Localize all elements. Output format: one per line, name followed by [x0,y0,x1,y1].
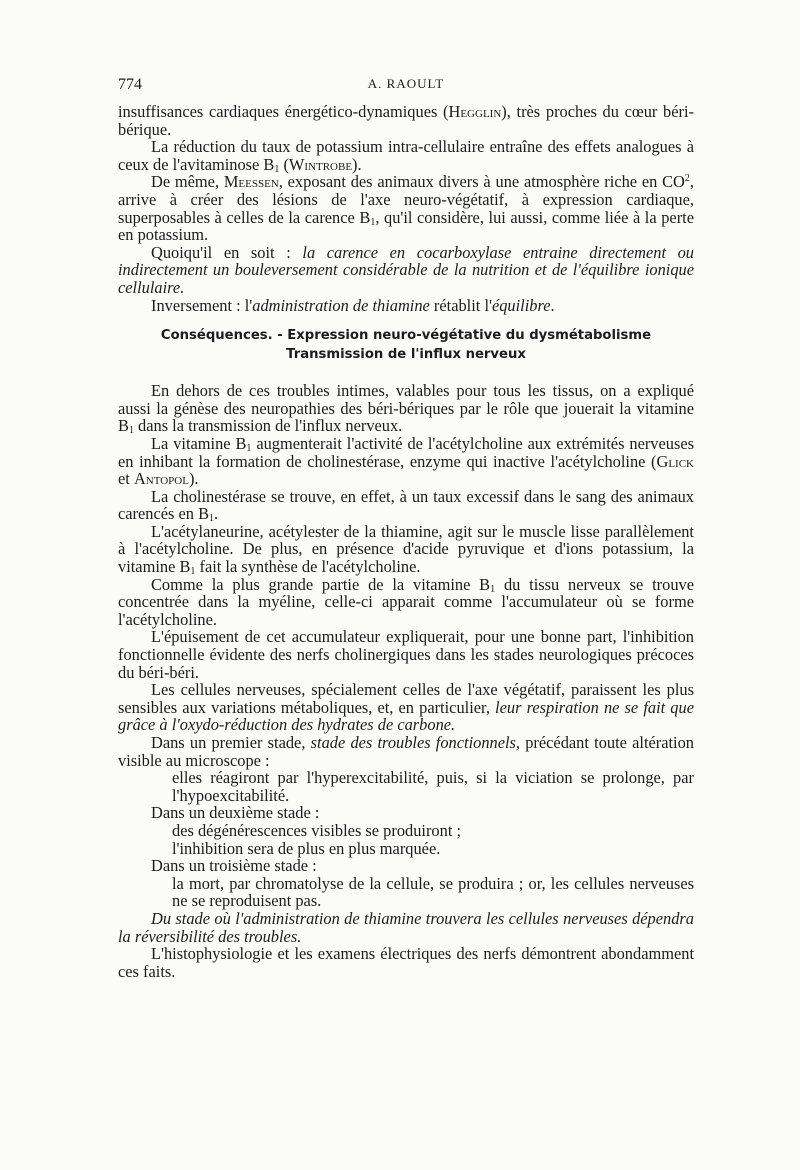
paragraph: La cholinestérase se trouve, en effet, à un taux excessif dans le sang des animaux carencés en $B_1$. [118,486,694,525]
paragraph: L'histophysiologie et les examens électriques des nerfs démontrent abondamment ces faits. [118,944,694,981]
paragraph: Les cellules nerveuses, spécialement celles de l'axe végétatif, paraissent les plus sensibles aux variations métaboliques, et, en particulier, leur respiration ne se fait que grâce à l'oxydo-réduction des hydrates de carbone. [118,680,694,735]
paragraph: La réduction du taux de potassium intra-cellulaire entraîne des effets analogues à ceux de l'avitaminose $B_1$ (Wintrobe). [118,137,694,175]
stage-heading: Dans un troisième stade : [151,856,317,876]
paragraph: En dehors de ces troubles intimes, valables pour tous les tissus, on a expliqué aussi la génèse des neuropathies des béri-bériques par le rôle que jouerait la vitamine $B_1$ dans la transmission de l'influx nerveux. [118,381,694,437]
paragraph: La vitamine $B_1$ augmenterait l'activité de l'acétylcholine aux extrémités nerveuses en inhibant la formation de cholinestérase, enzyme qui inactive l'acétylcholine (Glick et Antopol). [118,433,694,489]
paragraph: insuffisances cardiaques énergético-dynamiques (Hegglin), très proches du cœur béri-bérique. [118,102,694,139]
paragraph: Dans un premier stade, stade des troubles fonctionnels, précédant toute altération visible au microscope : [118,733,694,770]
author-name: Wintrobe [288,154,353,174]
author-name: Antopol [133,469,189,489]
author-name: Hegglin [448,102,502,121]
paragraph: Du stade où l'administration de thiamine trouvera les cellules nerveuses dépendra la réversibilité des troubles. [118,908,694,946]
section-subheading: Transmission de l'influx nerveux [286,347,526,363]
paragraph: De même, Meessen, exposant des animaux divers à une atmosphère riche en $CO^2$, arrive à créer des lésions de l'axe neuro-végétatif, à expression cardiaque, superposables à celles de la carence $B_1$, qu'il considère, lui aussi, comme liée à la perte en potassium. [118,172,694,245]
page-header [118,76,694,98]
stage-detail: l'inhibition sera de plus en plus marquée. [172,838,441,858]
emphasis: la carence en cocarboxylase entraine directement ou indirectement un bouleversement considérable de la nutrition et de l'équilibre ionique cellulaire. [118,242,694,297]
page-number: 774 [118,76,142,93]
author-name: Glick [656,451,694,471]
stage-detail: la mort, par chromatolyse de la cellule, se produira ; or, les cellules nerveuses ne se reproduisent pas. [172,873,694,911]
paragraph: Quoiqu'il en soit : la carence en cocarboxylase entraine directement ou indirectement un bouleversement considérable de la nutrition et de l'équilibre ionique cellulaire. [118,242,694,297]
paragraph: Comme la plus grande partie de la vitamine $B_1$ du tissu nerveux se trouve concentrée dans la myéline, celle-ci apparait comme l'accumulateur où se forme l'acétylcholine. [118,574,694,629]
running-head: A. RAOULT [367,76,445,91]
stage-detail: elles réagiront par l'hyperexcitabilité, puis, si la viciation se prolonge, par l'hypoexcitabilité. [172,768,694,805]
paragraph: L'acétylaneurine, acétylester de la thiamine, agit sur le muscle lisse parallèlement à l'acétylcholine. De plus, en présence d'acide pyruvique et d'ions potassium, la vitamine $B_1$ fait la synthèse de l'acétylcholine. [118,521,694,578]
stage-detail: des dégénérescences visibles se produiront ; [172,820,462,840]
stage-heading: Dans un deuxième stade : [151,803,320,823]
paragraph: L'épuisement de cet accumulateur expliquerait, pour une bonne part, l'inhibition fonctionnelle évidente des nerfs cholinergiques dans les stades neurologiques précoces du béri-béri. [118,627,694,682]
paragraph: Inversement : l'administration de thiamine rétablit l'équilibre. [151,295,555,315]
author-name: Meessen [223,172,279,192]
section-heading: Conséquences. - Expression neuro-végétative du dysmétabolisme [160,328,652,344]
body-text [118,103,694,980]
